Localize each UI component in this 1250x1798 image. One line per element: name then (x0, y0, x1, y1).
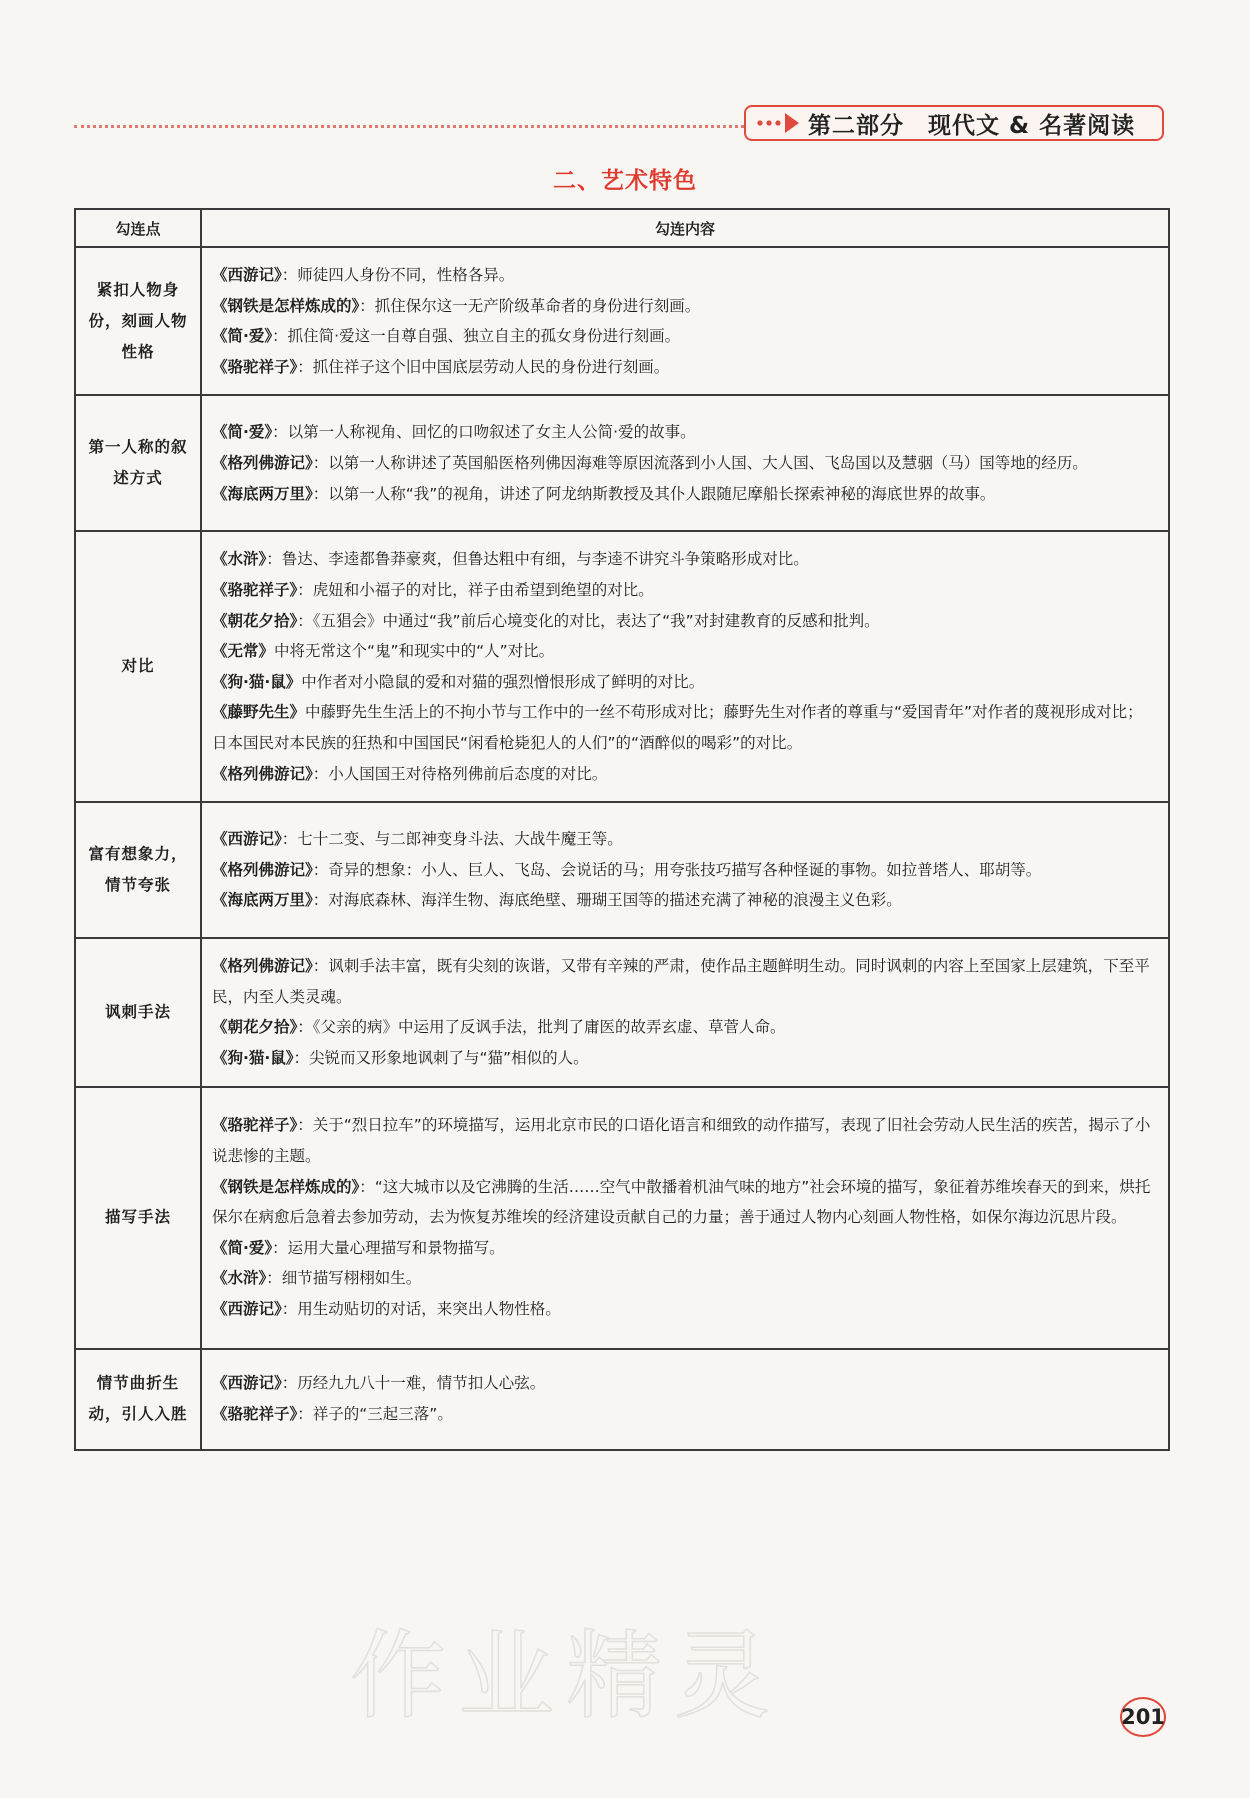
line-text: ：奇异的想象：小人、巨人、飞岛、会说话的马；用夸张技巧描写各种怪诞的事物。如拉普塔人、耶胡等。 (312, 860, 1042, 879)
book-title: 《西游记》 (212, 266, 282, 284)
book-title: 《西游记》 (212, 830, 282, 849)
line-text: ：抓住保尔这一无产阶级革命者的身份进行刻画。 (359, 296, 701, 315)
book-title: 《海底两万里》 (212, 484, 313, 503)
book-title: 《狗·猫·鼠》 (212, 1048, 294, 1067)
line-text: ：细节描写栩栩如生。 (266, 1269, 422, 1288)
content-line (212, 1110, 1156, 1171)
link-content (201, 1349, 1169, 1450)
book-title: 《骆驼祥子》 (212, 1116, 298, 1135)
content-line (212, 544, 1156, 575)
line-text: ：用生动贴切的对话，来突出人物性格。 (281, 1299, 561, 1318)
content-line (212, 951, 1156, 1012)
line-text: ：运用大量心理描写和景物描写。 (272, 1238, 505, 1257)
book-title: 《朝花夕拾》 (212, 611, 298, 630)
link-content (201, 395, 1169, 531)
table-row (75, 938, 1169, 1086)
book-title: 《狗·猫·鼠》 (212, 672, 302, 691)
link-point: 描写手法 (75, 1087, 201, 1349)
content-line (212, 417, 1156, 448)
book-title: 《无常》 (212, 642, 275, 661)
content-line (212, 1263, 1156, 1294)
content-line (212, 1012, 1156, 1043)
book-title: 《钢铁是怎样炼成的》 (212, 1177, 360, 1196)
book-title: 《骆驼祥子》 (212, 357, 298, 376)
line-text: ：小人国国王对待格列佛前后态度的对比。 (312, 764, 608, 783)
link-point: 富有想象力，情节夸张 (75, 802, 201, 938)
content-line (212, 697, 1156, 758)
content-line (212, 824, 1156, 855)
link-content (201, 247, 1169, 395)
content-line (212, 606, 1156, 637)
line-text: ：“这大城市以及它沸腾的生活……空气中散播着机油气味的地方”社会环境的描写，象征着苏维埃春天的到来，烘托保尔在病愈后急着去参加劳动，去为恢复苏维埃的经济建设贡献自己的力量；善于通过人物内心刻画人物性格，如保尔海边沉思片段。 (212, 1177, 1151, 1227)
art-features-table (74, 208, 1170, 1451)
part-label: 第二部分 现代文 & 名著阅读 (808, 112, 1136, 139)
link-point: 紧扣人物身份，刻画人物性格 (75, 247, 201, 395)
book-title: 《简·爱》 (212, 327, 273, 346)
line-text: 中藤野先生生活上的不拘小节与工作中的一丝不苟形成对比；藤野先生对作者的尊重与“爱国青年”对作者的蔑视形成对比；日本国民对本民族的狂热和中国国民“闲看枪毙犯人的人们”的“酒醉似的喝彩”的对比。 (212, 703, 1143, 752)
content-line (212, 479, 1156, 510)
line-text: 中作者对小隐鼠的爱和对猫的强烈憎恨形成了鲜明的对比。 (301, 672, 705, 691)
header-dotted-rule (74, 125, 744, 128)
line-text: ：历经九九八十一难，情节扣人心弦。 (281, 1374, 546, 1393)
content-line (212, 575, 1156, 606)
line-text: ：关于“烈日拉车”的环境描写，运用北京市民的口语化语言和细致的动作描写，表现了旧社会劳动人民生活的疾苦，揭示了小说悲惨的主题。 (212, 1116, 1151, 1166)
col-point-header: 勾连点 (75, 209, 201, 247)
book-title: 《骆驼祥子》 (212, 580, 298, 599)
content-line (212, 667, 1156, 698)
book-title: 《水浒》 (212, 1269, 267, 1288)
table-row (75, 247, 1169, 395)
line-text: ：以第一人称讲述了英国船医格列佛因海难等原因流落到小人国、大人国、飞岛国以及慧骃（马）国等地的经历。 (312, 454, 1088, 473)
line-text: ：以第一人称视角、回忆的口吻叙述了女主人公简·爱的故事。 (272, 423, 696, 442)
book-title: 《格列佛游记》 (212, 764, 313, 783)
line-text: ：对海底森林、海洋生物、海底绝壁、珊瑚王国等的描述充满了神秘的浪漫主义色彩。 (312, 891, 902, 910)
line-text: 中将无常这个“鬼”和现实中的“人”对比。 (274, 642, 555, 661)
content-line (212, 260, 1156, 291)
book-title: 《西游记》 (212, 1299, 282, 1318)
table-header-row (75, 209, 1169, 247)
book-title: 《水浒》 (212, 550, 267, 569)
link-content (201, 938, 1169, 1086)
line-text: ：抓住祥子这个旧中国底层劳动人民的身份进行刻画。 (297, 357, 670, 376)
content-line (212, 759, 1156, 790)
content-line (212, 636, 1156, 667)
arrow-icon (752, 108, 808, 138)
line-text: ：讽刺手法丰富，既有尖刻的诙谐，又带有辛辣的严肃，使作品主题鲜明生动。同时讽刺的内容上至国家上层建筑，下至平民，内至人类灵魂。 (212, 957, 1150, 1006)
content-line (212, 1368, 1156, 1399)
link-point: 对比 (75, 531, 201, 802)
content-line (212, 1043, 1156, 1074)
link-point: 第一人称的叙述方式 (75, 395, 201, 531)
line-text: ：尖锐而又形象地讽刺了与“猫”相似的人。 (293, 1048, 589, 1067)
book-title: 《格列佛游记》 (212, 454, 313, 473)
content-line (212, 448, 1156, 479)
link-content (201, 802, 1169, 938)
book-title: 《朝花夕拾》 (212, 1018, 298, 1037)
section-title: 二、艺术特色 (553, 168, 697, 194)
book-title: 《简·爱》 (212, 1238, 273, 1257)
content-line (212, 1294, 1156, 1325)
content-line (212, 1233, 1156, 1264)
line-text: ：以第一人称“我”的视角，讲述了阿龙纳斯教授及其仆人跟随尼摩船长探索神秘的海底世界的故事。 (312, 484, 996, 503)
content-line (212, 321, 1156, 352)
book-title: 《西游记》 (212, 1374, 282, 1393)
line-text: ：祥子的“三起三落”。 (297, 1405, 453, 1423)
part-header (744, 105, 1164, 141)
content-line (212, 352, 1156, 383)
table-row (75, 531, 1169, 802)
table-row (75, 395, 1169, 531)
table-row (75, 802, 1169, 938)
book-title: 《骆驼祥子》 (212, 1405, 298, 1423)
content-line (212, 1399, 1156, 1430)
watermark: 作业精灵 (350, 1620, 782, 1732)
line-text: ：抓住简·爱这一自尊自强、独立自主的孤女身份进行刻画。 (272, 327, 681, 346)
book-title: 《格列佛游记》 (212, 957, 313, 976)
line-text: ：师徒四人身份不同，性格各异。 (281, 266, 515, 284)
line-text: ：《父亲的病》中运用了反讽手法，批判了庸医的故弄玄虚、草菅人命。 (297, 1018, 786, 1037)
line-text: ：《五猖会》中通过“我”前后心境变化的对比，表达了“我”对封建教育的反感和批判。 (297, 611, 880, 630)
col-content-header: 勾连内容 (201, 209, 1169, 247)
link-content (201, 531, 1169, 802)
book-title: 《格列佛游记》 (212, 860, 313, 879)
line-text: ：鲁达、李逵都鲁莽豪爽，但鲁达粗中有细，与李逵不讲究斗争策略形成对比。 (266, 550, 809, 569)
book-title: 《藤野先生》 (212, 703, 306, 722)
table-row (75, 1087, 1169, 1349)
content-line (212, 291, 1156, 322)
table-row (75, 1349, 1169, 1450)
content-line (212, 855, 1156, 886)
link-point: 情节曲折生动，引人入胜 (75, 1349, 201, 1450)
content-line (212, 885, 1156, 916)
book-title: 《钢铁是怎样炼成的》 (212, 296, 360, 315)
table-body (75, 247, 1169, 1450)
book-title: 《海底两万里》 (212, 891, 313, 910)
book-title: 《简·爱》 (212, 423, 273, 442)
line-text: ：七十二变、与二郎神变身斗法、大战牛魔王等。 (281, 830, 623, 849)
link-content (201, 1087, 1169, 1349)
content-line (212, 1172, 1156, 1233)
page-number: 201 (1120, 1697, 1166, 1737)
link-point: 讽刺手法 (75, 938, 201, 1086)
line-text: ：虎妞和小福子的对比，祥子由希望到绝望的对比。 (297, 580, 654, 599)
